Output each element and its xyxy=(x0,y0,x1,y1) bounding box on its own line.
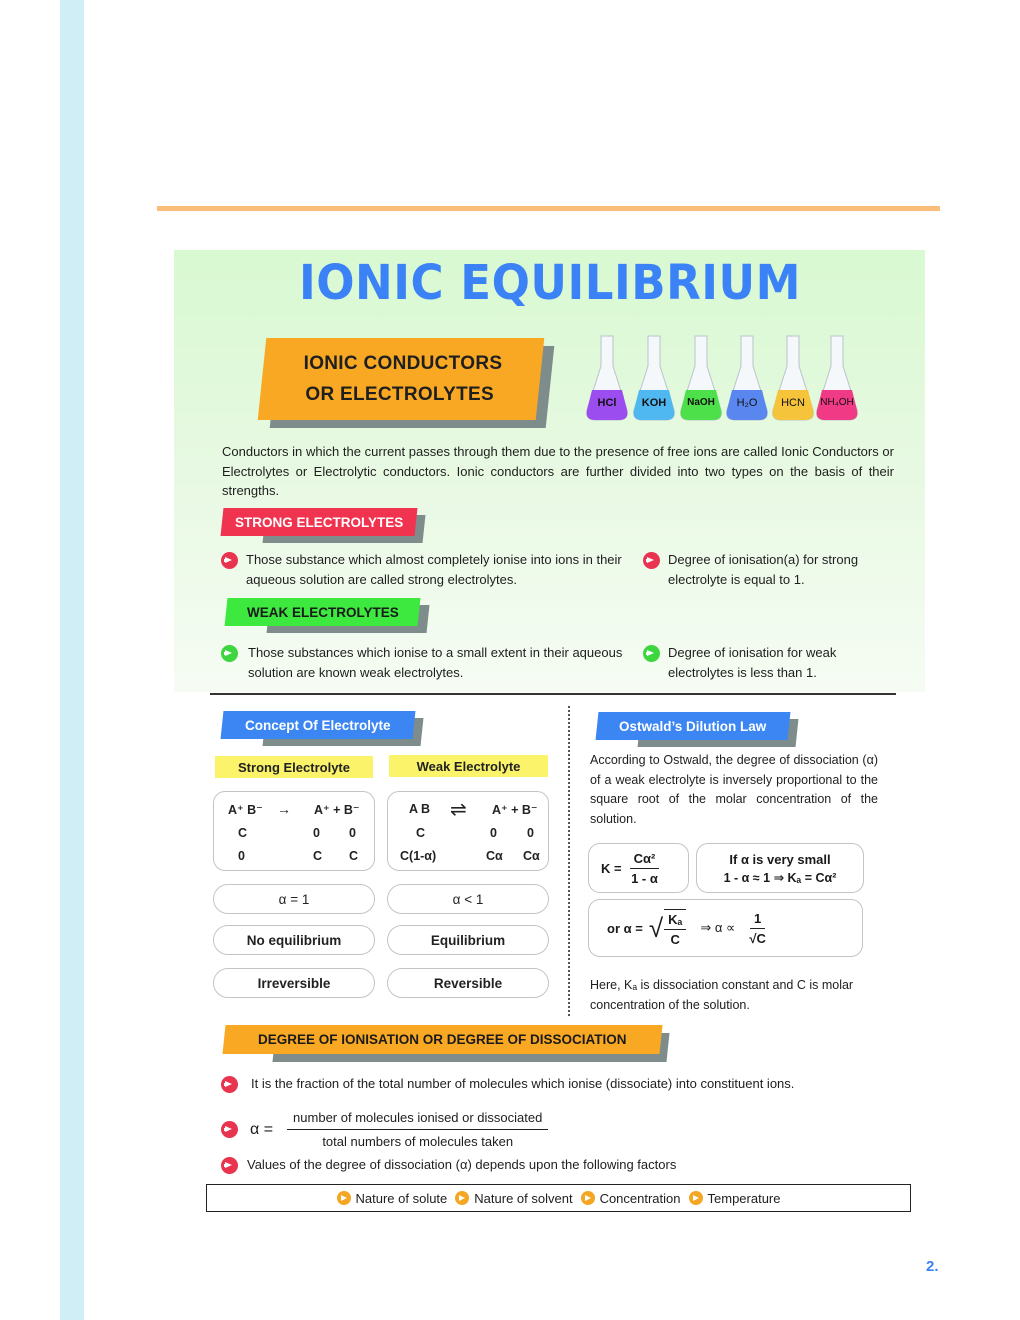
bullet-text: Degree of ionisation for weak electrolytes is less than 1. xyxy=(668,645,837,680)
flask-label: KOH xyxy=(641,397,667,409)
weak-bullet-2 xyxy=(643,643,883,682)
degree-numerator: number of molecules ionised or dissociated xyxy=(287,1108,548,1130)
arrow-circle-icon xyxy=(221,1076,238,1093)
sqrt-fraction xyxy=(664,909,686,947)
bullet-text: Those substances which ionise to a small extent in their aqueous solution are known weak electrolytes. xyxy=(248,645,623,680)
initial-product-a: 0 xyxy=(490,826,497,840)
final-product-b: Cα xyxy=(523,849,540,863)
prop-numerator: 1 xyxy=(750,911,765,929)
bullet-text: It is the fraction of the total number of molecules which ionise (dissociate) into constituent ions. xyxy=(251,1076,795,1091)
heading-text: DEGREE OF IONISATION OR DEGREE OF DISSOCIATION xyxy=(258,1032,627,1047)
final-product-a: Cα xyxy=(486,849,503,863)
flask-label: HCl xyxy=(597,397,617,409)
forward-arrow-icon: → xyxy=(277,801,291,817)
flask-illustration xyxy=(580,334,860,424)
degree-denominator: total numbers of molecules taken xyxy=(322,1133,514,1149)
initial-product-a: 0 xyxy=(313,826,320,840)
initial-reactant: C xyxy=(238,826,248,840)
proportional-fraction xyxy=(749,911,766,946)
reactant: A⁺ B⁻ xyxy=(228,803,263,817)
final-reactant: C(1-α) xyxy=(400,849,437,863)
heading-text: STRONG ELECTROLYTES xyxy=(234,514,404,530)
degree-bullet-2 xyxy=(221,1108,641,1151)
flask-label: NaOH xyxy=(687,397,715,408)
proportional-label: ⇒ α ∝ xyxy=(700,920,736,935)
products: A⁺ + B⁻ xyxy=(492,803,538,817)
k-denominator: 1 - α xyxy=(631,870,658,886)
strong-reaction-box xyxy=(213,791,375,871)
side-strip xyxy=(60,0,84,1320)
heading-face xyxy=(225,598,421,626)
final-product-b: C xyxy=(349,849,359,863)
arrow-circle-icon xyxy=(643,552,660,569)
weak-reaction-box xyxy=(387,791,549,871)
arrow-circle-icon xyxy=(221,645,238,662)
arrow-circle-icon xyxy=(581,1191,595,1205)
k-numerator: Cα² xyxy=(630,851,660,869)
bullet-text: Degree of ionisation(a) for strong electrolyte is equal to 1. xyxy=(668,552,859,587)
heading-face xyxy=(596,712,791,740)
factor-item xyxy=(455,1191,572,1206)
strong-electrolyte-label: Strong Electrolyte xyxy=(215,756,373,778)
factors-box xyxy=(206,1184,911,1212)
reactant: A B xyxy=(409,802,431,816)
heading-face xyxy=(221,508,418,536)
weak-bullet-1 xyxy=(221,643,631,682)
arrow-circle-icon xyxy=(221,552,238,569)
degree-bullet-1 xyxy=(221,1074,911,1094)
arrow-circle-icon xyxy=(337,1191,351,1205)
prop-denominator: √C xyxy=(749,930,766,946)
k-formula-box xyxy=(588,843,689,893)
intro-paragraph: Conductors in which the current passes through them due to the presence of free ions are called Ionic Conductors or Electrolytes or Electrolytic conductors. Ionic conductors are further divided into two types on the basis of their strengths. xyxy=(222,444,894,498)
arrow-circle-icon xyxy=(455,1191,469,1205)
flask-icon xyxy=(724,334,770,424)
column-divider xyxy=(568,706,570,1016)
flask-icon xyxy=(770,334,816,424)
factor-item xyxy=(689,1191,781,1206)
factor-text: Nature of solute xyxy=(355,1190,448,1206)
flask-icon xyxy=(631,334,677,424)
factor-text: Temperature xyxy=(707,1190,781,1206)
flask-icon xyxy=(584,334,630,424)
flask-label: H₂O xyxy=(736,397,758,409)
small-alpha-box xyxy=(696,843,864,893)
sqrt-numerator: Kₐ xyxy=(664,912,686,930)
flask-icon xyxy=(814,334,860,424)
alpha-formula-box xyxy=(588,899,863,957)
heading-line-1: IONIC CONDUCTORS xyxy=(303,353,502,374)
page-number: 2. xyxy=(926,1258,939,1275)
section-divider xyxy=(210,693,896,695)
sqrt-icon: √ xyxy=(648,912,664,943)
flask-label: NH₄OH xyxy=(820,397,854,408)
degree-fraction xyxy=(287,1108,548,1151)
flask-label: HCN xyxy=(781,397,805,409)
strong-bullet-1 xyxy=(221,550,641,589)
top-rule xyxy=(157,206,940,211)
heading-face xyxy=(258,338,545,420)
initial-product-b: 0 xyxy=(349,826,356,840)
factor-item xyxy=(337,1191,448,1206)
ostwald-note: Here, Kₐ is dissociation constant and C is molar concentration of the solution. xyxy=(590,978,854,1012)
factor-text: Concentration xyxy=(599,1190,681,1206)
small-alpha-title: If α is very small xyxy=(729,852,831,867)
ostwald-description: According to Ostwald, the degree of dissociation (α) of a weak electrolyte is inversely proportional to the square root of the molar concentration of the solution. xyxy=(590,753,878,826)
degree-bullet-3 xyxy=(221,1155,911,1175)
sqrt-denominator: C xyxy=(670,932,680,947)
weak-electrolyte-label: Weak Electrolyte xyxy=(389,755,548,777)
ionic-conductors-heading xyxy=(262,338,542,420)
concept-heading xyxy=(222,711,416,739)
strong-bullet-2 xyxy=(643,550,893,589)
final-product-a: C xyxy=(313,849,323,863)
arrow-circle-icon xyxy=(689,1191,703,1205)
initial-reactant: C xyxy=(416,826,426,840)
heading-text: WEAK ELECTROLYTES xyxy=(246,604,399,620)
heading-text: Concept Of Electrolyte xyxy=(245,717,391,733)
heading-text: Ostwald’s Dilution Law xyxy=(619,718,767,734)
final-reactant: 0 xyxy=(238,849,245,863)
weak-reversibility-pill: Reversible xyxy=(387,968,549,998)
strong-reversibility-pill: Irreversible xyxy=(213,968,375,998)
or-alpha-label: or α = xyxy=(607,920,643,936)
small-alpha-equation: 1 - α ≈ 1 ⇒ Kₐ = Cα² xyxy=(723,871,837,885)
strong-equilibrium-pill: No equilibrium xyxy=(213,925,375,955)
strong-alpha-pill: α = 1 xyxy=(213,884,375,914)
weak-equilibrium-pill: Equilibrium xyxy=(387,925,549,955)
weak-alpha-pill: α < 1 xyxy=(387,884,549,914)
heading-face xyxy=(221,711,416,739)
weak-electrolytes-heading xyxy=(226,598,422,626)
heading-line-2: OR ELECTROLYTES xyxy=(305,384,494,405)
degree-heading xyxy=(224,1025,664,1054)
arrow-circle-icon xyxy=(643,645,660,662)
arrow-circle-icon xyxy=(221,1121,238,1138)
alpha-label: α = xyxy=(250,1120,274,1138)
factor-item xyxy=(581,1191,681,1206)
flask-icon xyxy=(678,334,724,424)
heading-face xyxy=(222,1025,662,1054)
bullet-text: Values of the degree of dissociation (α) depends upon the following factors xyxy=(247,1157,677,1172)
products: A⁺ + B⁻ xyxy=(314,803,360,817)
ostwald-heading xyxy=(597,712,791,740)
k-label: K = xyxy=(601,860,622,876)
bullet-text: Those substance which almost completely ionise into ions in their aqueous solution are called strong electrolytes. xyxy=(246,552,622,587)
k-fraction xyxy=(630,851,660,886)
initial-product-b: 0 xyxy=(527,826,534,840)
arrow-circle-icon xyxy=(221,1157,238,1174)
strong-electrolytes-heading xyxy=(222,508,418,536)
factor-text: Nature of solvent xyxy=(474,1190,573,1206)
equilibrium-arrow-icon: ⇌ xyxy=(450,799,467,821)
page-title: IONIC EQUILIBRIUM xyxy=(298,253,802,311)
